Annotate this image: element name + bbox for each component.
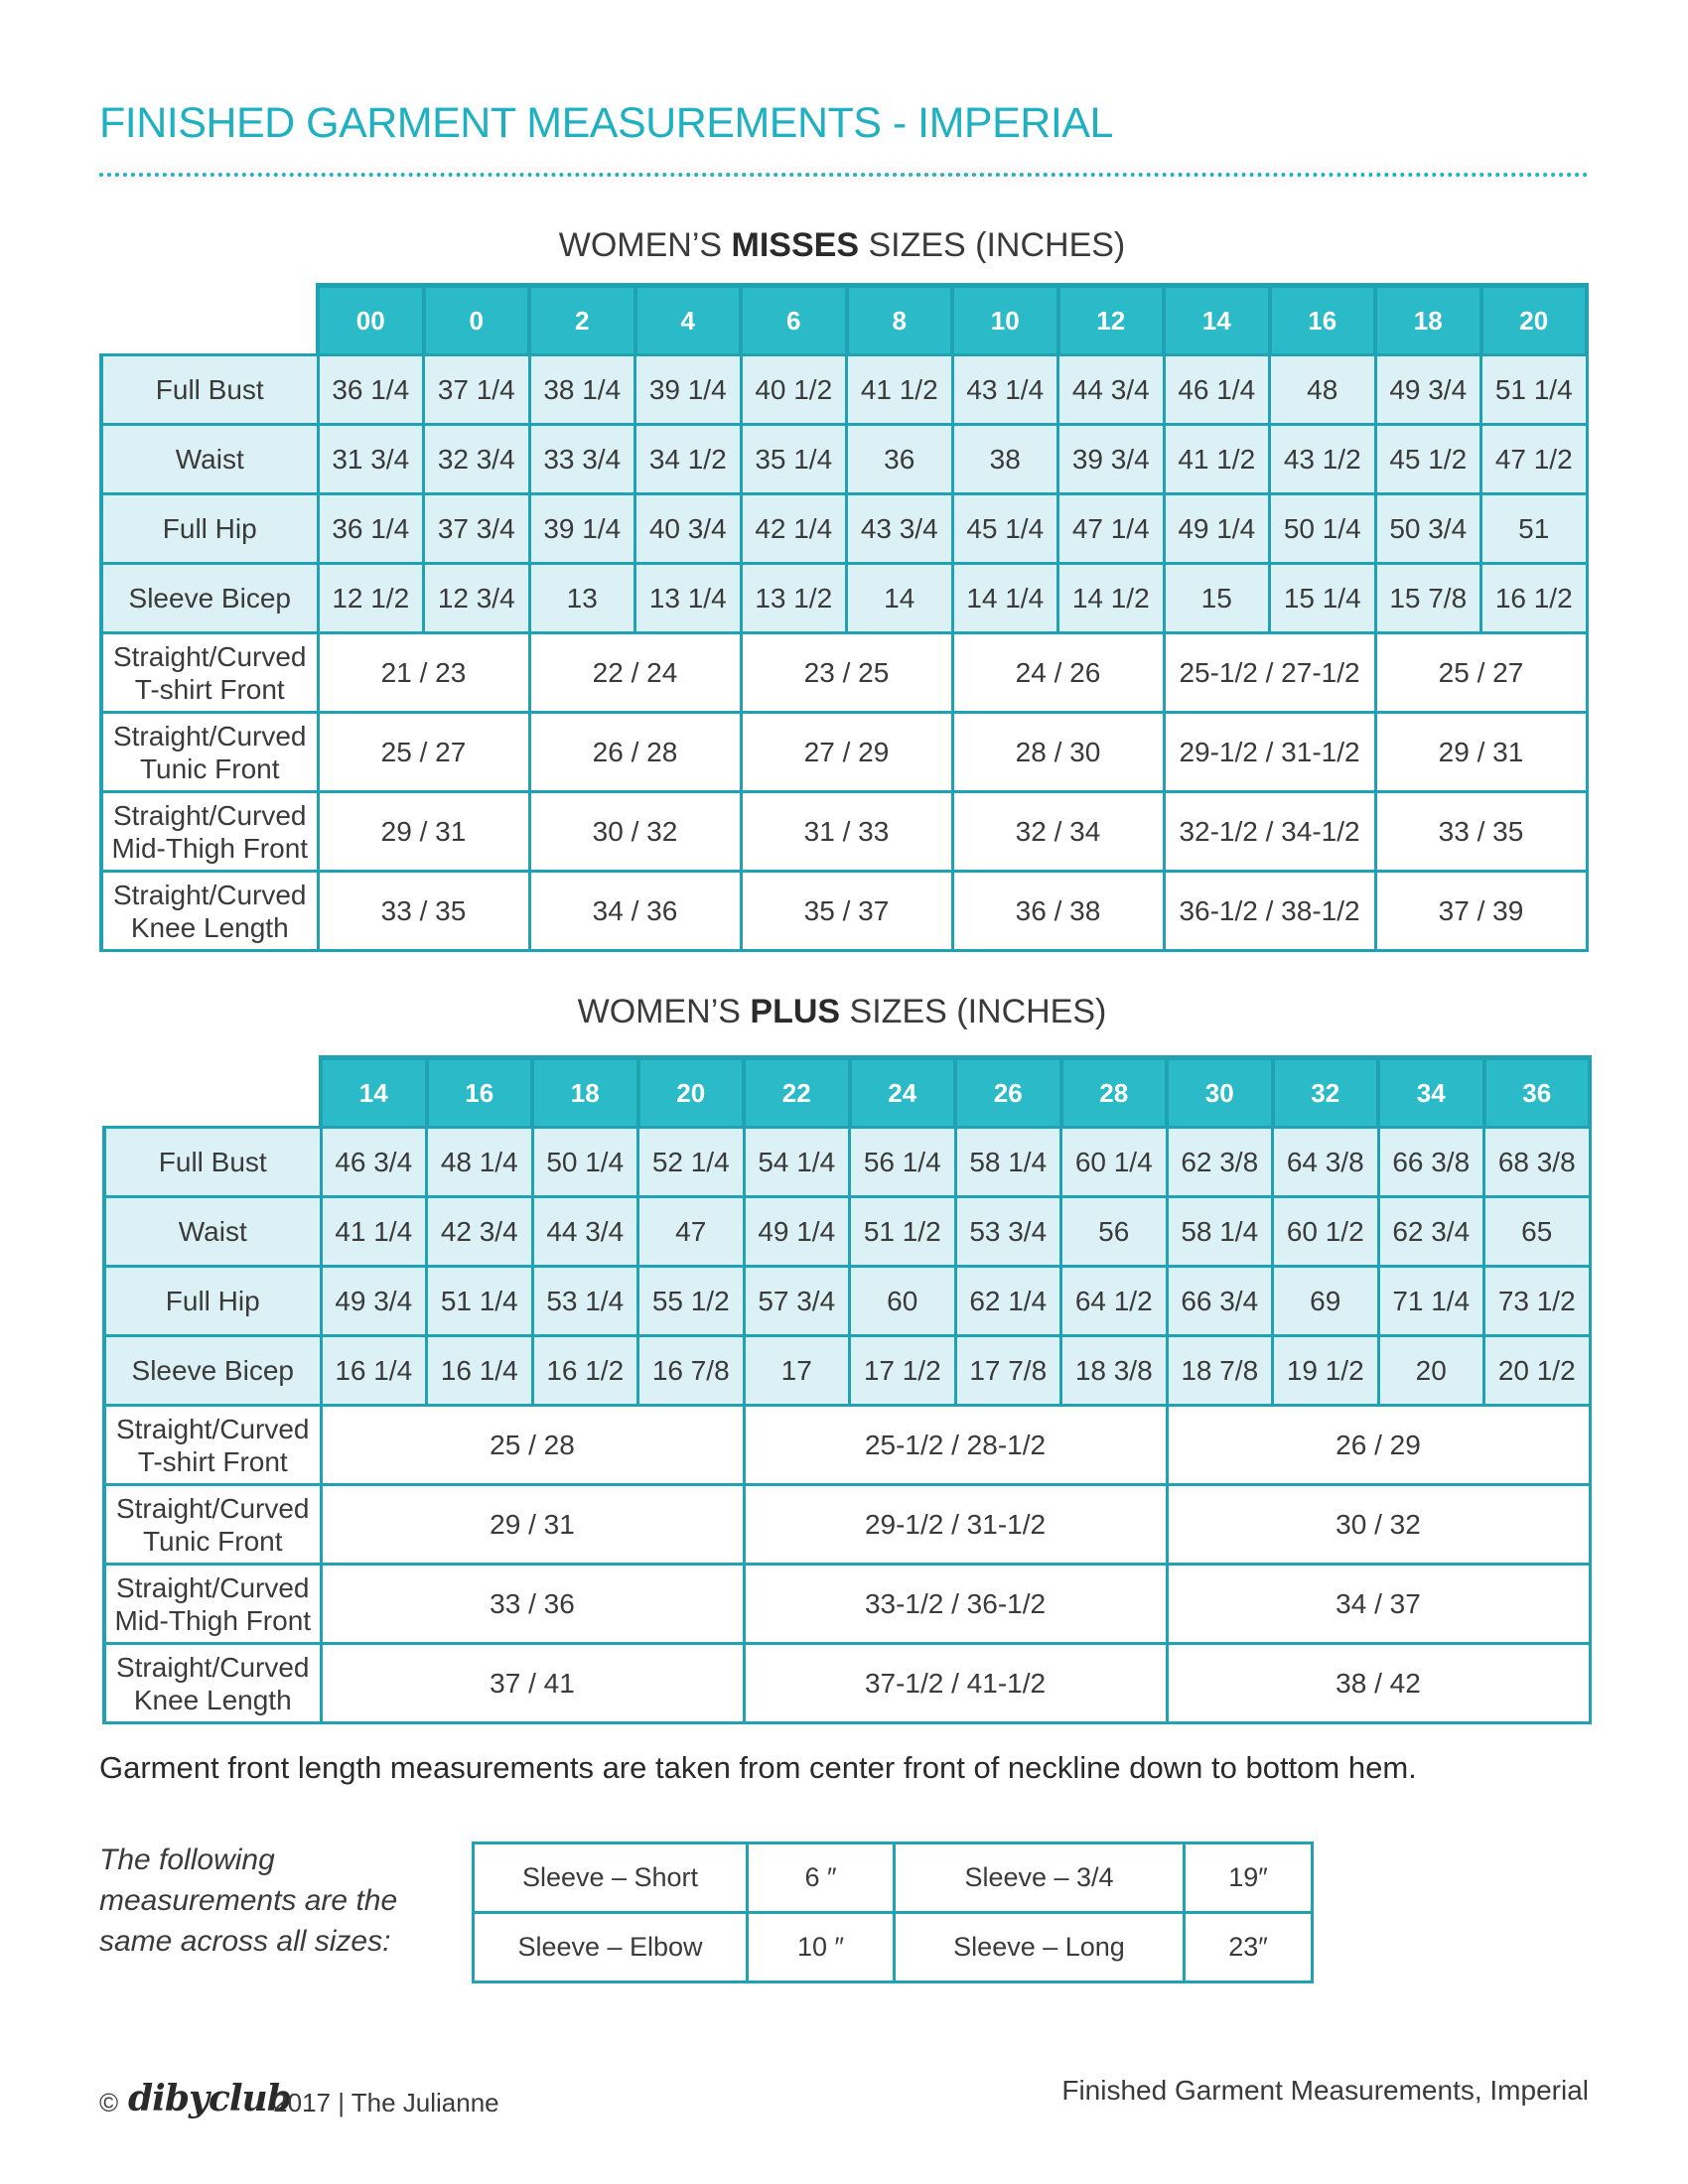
row-label: Full Bust [104,1128,321,1197]
size-header: 12 [1058,286,1165,355]
table-cell: 13 [529,564,635,633]
table-cell: 18 3/8 [1061,1336,1168,1406]
table-cell: 54 1/4 [744,1128,850,1197]
size-header: 22 [744,1058,850,1128]
table-cell: 15 7/8 [1375,564,1481,633]
row-label [104,1565,321,1644]
table-cell: 39 3/4 [1058,425,1165,494]
table-cell: 19 1/2 [1273,1336,1379,1406]
misses-size-table [99,283,1589,952]
row-label-line: Knee Length [130,911,289,943]
table-cell: 38 / 42 [1167,1644,1590,1723]
table-cell: 33-1/2 / 36-1/2 [744,1565,1167,1644]
table-cell: 66 3/8 [1378,1128,1484,1197]
table-cell: 16 7/8 [638,1336,745,1406]
table-cell: 55 1/2 [638,1267,745,1336]
row-label-line: Mid-Thigh Front [114,1604,312,1636]
table-cell: 48 [1270,355,1376,425]
row-label [104,1406,321,1485]
row-label [101,633,318,713]
table-cell: 33 / 35 [318,872,529,951]
size-header: 10 [952,286,1058,355]
table-cell: 16 1/4 [427,1336,533,1406]
table-cell: 29 / 31 [321,1485,744,1565]
table-cell: 40 1/2 [741,355,847,425]
table-corner [104,1058,321,1128]
table-cell: 43 1/2 [1270,425,1376,494]
table-cell: 49 3/4 [321,1267,427,1336]
size-header: 32 [1273,1058,1379,1128]
size-header: 30 [1167,1058,1273,1128]
table-row [101,792,1587,872]
table-cell: 47 1/2 [1481,425,1588,494]
table-cell: 50 1/4 [532,1128,638,1197]
misses-heading-pre: WOMEN’S [558,226,732,264]
sleeve-label: Sleeve – Short [474,1843,748,1913]
row-label-line: Straight/Curved [115,1492,310,1524]
size-header: 16 [427,1058,533,1128]
table-cell: 26 / 28 [529,713,741,792]
table-cell: 64 1/2 [1061,1267,1168,1336]
size-header: 18 [1375,286,1481,355]
table-cell: 69 [1273,1267,1379,1336]
table-row [104,1336,1590,1406]
table-row [101,355,1587,425]
row-label: Waist [101,425,318,494]
size-header: 4 [635,286,742,355]
table-cell: 26 / 29 [1167,1406,1590,1485]
row-label-line: Straight/Curved [112,879,307,910]
table-cell: 30 / 32 [529,792,741,872]
table-row [104,1267,1590,1336]
table-cell: 43 3/4 [847,494,953,564]
footer-document-title: Finished Garment Measurements, Imperial [1061,2075,1589,2106]
table-cell: 37 / 39 [1375,872,1587,951]
table-cell: 62 3/8 [1167,1128,1273,1197]
table-cell: 34 1/2 [635,425,742,494]
table-cell: 60 1/4 [1061,1128,1168,1197]
copyright-symbol: © [99,2088,119,2117]
table-cell: 39 1/4 [529,494,635,564]
table-cell: 24 / 26 [952,633,1164,713]
table-cell: 36 1/4 [318,494,424,564]
table-cell: 29 / 31 [318,792,529,872]
row-label [104,1485,321,1565]
table-cell: 58 1/4 [1167,1197,1273,1267]
table-cell: 15 [1164,564,1270,633]
table-cell: 29-1/2 / 31-1/2 [744,1485,1167,1565]
table-row [104,1128,1590,1197]
table-cell: 12 3/4 [424,564,530,633]
table-cell: 46 3/4 [321,1128,427,1197]
table-cell: 51 1/2 [850,1197,956,1267]
misses-size-header-row [101,286,1587,355]
table-cell: 32 3/4 [424,425,530,494]
size-header: 26 [955,1058,1061,1128]
table-cell: 60 1/2 [1273,1197,1379,1267]
size-header: 2 [529,286,635,355]
table-row [474,1913,1313,1982]
table-cell: 44 3/4 [1058,355,1165,425]
table-cell: 36 1/4 [318,355,424,425]
table-row [104,1644,1590,1723]
plus-heading-pre: WOMEN’S [577,993,751,1030]
table-cell: 14 [847,564,953,633]
table-cell: 37 / 41 [321,1644,744,1723]
table-cell: 20 1/2 [1484,1336,1591,1406]
table-cell: 33 / 36 [321,1565,744,1644]
table-cell: 35 1/4 [741,425,847,494]
table-cell: 43 1/4 [952,355,1058,425]
table-cell: 18 7/8 [1167,1336,1273,1406]
sleeve-value: 10 ″ [748,1913,895,1982]
row-label-line: T-shirt Front [137,1445,288,1477]
table-cell: 44 3/4 [532,1197,638,1267]
table-cell: 34 / 36 [529,872,741,951]
table-cell: 36 [847,425,953,494]
size-header: 0 [424,286,530,355]
table-cell: 41 1/2 [847,355,953,425]
table-cell: 58 1/4 [955,1128,1061,1197]
sleeve-value: 23″ [1185,1913,1313,1982]
table-cell: 16 1/4 [321,1336,427,1406]
table-row [101,564,1587,633]
table-cell: 45 1/2 [1375,425,1481,494]
plus-size-header-row [104,1058,1590,1128]
table-cell: 25-1/2 / 28-1/2 [744,1406,1167,1485]
table-cell: 60 [850,1267,956,1336]
table-cell: 71 1/4 [1378,1267,1484,1336]
table-cell: 37 1/4 [424,355,530,425]
table-cell: 25 / 28 [321,1406,744,1485]
table-cell: 12 1/2 [318,564,424,633]
sleeve-label: Sleeve – Long [895,1913,1185,1982]
table-cell: 46 1/4 [1164,355,1270,425]
table-cell: 57 3/4 [744,1267,850,1336]
row-label-line: Straight/Curved [112,720,307,751]
table-cell: 20 [1378,1336,1484,1406]
table-cell: 66 3/4 [1167,1267,1273,1336]
size-header: 18 [532,1058,638,1128]
table-cell: 22 / 24 [529,633,741,713]
row-label [101,872,318,951]
size-header: 6 [741,286,847,355]
row-label-line: Knee Length [133,1684,292,1715]
length-measurement-note: Garment front length measurements are taken from center front of neckline down to bottom hem. [99,1750,1417,1785]
table-row [101,494,1587,564]
table-cell: 31 / 33 [741,792,952,872]
table-cell: 21 / 23 [318,633,529,713]
table-row [104,1197,1590,1267]
table-cell: 37 3/4 [424,494,530,564]
table-cell: 47 1/4 [1058,494,1165,564]
row-label-line: T-shirt Front [134,673,285,705]
row-label: Sleeve Bicep [101,564,318,633]
table-cell: 31 3/4 [318,425,424,494]
table-cell: 35 / 37 [741,872,952,951]
table-cell: 41 1/2 [1164,425,1270,494]
table-cell: 13 1/4 [635,564,742,633]
table-cell: 36 / 38 [952,872,1164,951]
row-label-line: Straight/Curved [115,1413,310,1444]
table-row [474,1843,1313,1913]
table-cell: 29-1/2 / 31-1/2 [1164,713,1375,792]
table-cell: 50 3/4 [1375,494,1481,564]
table-cell: 38 1/4 [529,355,635,425]
table-cell: 28 / 30 [952,713,1164,792]
size-header: 14 [321,1058,427,1128]
table-cell: 52 1/4 [638,1128,745,1197]
table-cell: 51 [1481,494,1588,564]
sleeve-value: 6 ″ [748,1843,895,1913]
table-cell: 68 3/8 [1484,1128,1591,1197]
table-cell: 27 / 29 [741,713,952,792]
table-cell: 23 / 25 [741,633,952,713]
row-label-line: Straight/Curved [112,799,307,831]
table-cell: 49 1/4 [1164,494,1270,564]
table-row [101,425,1587,494]
same-across-sizes-note: The following measurements are the same across all sizes: [99,1843,398,1958]
table-cell: 48 1/4 [427,1128,533,1197]
table-cell: 25 / 27 [1375,633,1587,713]
table-cell: 25 / 27 [318,713,529,792]
table-cell: 42 3/4 [427,1197,533,1267]
table-cell: 47 [638,1197,745,1267]
table-cell: 16 1/2 [1481,564,1588,633]
row-label [104,1644,321,1723]
table-cell: 56 1/4 [850,1128,956,1197]
row-label-line: Straight/Curved [115,1651,310,1683]
plus-heading-post: SIZES (INCHES) [840,993,1107,1030]
sleeve-length-table [472,1842,1314,1983]
brand-logo-graphic [126,2075,292,2122]
table-row [101,872,1587,951]
table-row [101,633,1587,713]
table-cell: 62 3/4 [1378,1197,1484,1267]
misses-heading-bold: MISSES [731,226,859,264]
row-label-line: Tunic Front [142,1525,283,1557]
sleeve-value: 19″ [1185,1843,1313,1913]
table-cell: 65 [1484,1197,1591,1267]
table-cell: 40 3/4 [635,494,742,564]
table-corner [101,286,318,355]
table-cell: 14 1/4 [952,564,1058,633]
row-label: Full Hip [104,1267,321,1336]
table-cell: 32-1/2 / 34-1/2 [1164,792,1375,872]
table-cell: 39 1/4 [635,355,742,425]
table-cell: 30 / 32 [1167,1485,1590,1565]
table-cell: 25-1/2 / 27-1/2 [1164,633,1375,713]
table-cell: 16 1/2 [532,1336,638,1406]
row-label-line: Tunic Front [139,752,280,784]
table-cell: 62 1/4 [955,1267,1061,1336]
table-cell: 36-1/2 / 38-1/2 [1164,872,1375,951]
misses-table-heading [544,226,1140,265]
row-label: Sleeve Bicep [104,1336,321,1406]
table-cell: 38 [952,425,1058,494]
row-label-line: Straight/Curved [112,640,307,672]
table-cell: 56 [1061,1197,1168,1267]
page-title: FINISHED GARMENT MEASUREMENTS - IMPERIAL [99,99,1113,147]
table-row [104,1485,1590,1565]
size-header: 8 [847,286,953,355]
row-label: Full Bust [101,355,318,425]
table-row [101,713,1587,792]
table-cell: 15 1/4 [1270,564,1376,633]
table-cell: 49 3/4 [1375,355,1481,425]
size-header: 14 [1164,286,1270,355]
title-divider [99,173,1589,177]
sleeve-label: Sleeve – Elbow [474,1913,748,1982]
brand-logo [126,2075,292,2131]
table-cell: 33 / 35 [1375,792,1587,872]
row-label: Waist [104,1197,321,1267]
table-cell: 37-1/2 / 41-1/2 [744,1644,1167,1723]
table-cell: 53 3/4 [955,1197,1061,1267]
sleeve-label: Sleeve – 3/4 [895,1843,1185,1913]
row-label [101,792,318,872]
size-header: 16 [1270,286,1376,355]
table-cell: 29 / 31 [1375,713,1587,792]
table-cell: 45 1/4 [952,494,1058,564]
table-cell: 41 1/4 [321,1197,427,1267]
footer-copyright [99,2075,499,2131]
row-label-line: Straight/Curved [115,1571,310,1603]
size-header: 00 [318,286,424,355]
table-cell: 17 1/2 [850,1336,956,1406]
size-header: 28 [1061,1058,1168,1128]
footer-year-pattern: 2017 | The Julianne [273,2088,499,2117]
size-header: 34 [1378,1058,1484,1128]
table-cell: 53 1/4 [532,1267,638,1336]
table-cell: 14 1/2 [1058,564,1165,633]
row-label-line: Mid-Thigh Front [111,832,309,864]
size-header: 36 [1484,1058,1591,1128]
size-header: 24 [850,1058,956,1128]
table-cell: 51 1/4 [427,1267,533,1336]
table-cell: 50 1/4 [1270,494,1376,564]
misses-heading-post: SIZES (INCHES) [859,226,1126,264]
table-cell: 64 3/8 [1273,1128,1379,1197]
table-cell: 13 1/2 [741,564,847,633]
table-cell: 51 1/4 [1481,355,1588,425]
table-row [104,1565,1590,1644]
table-cell: 49 1/4 [744,1197,850,1267]
table-cell: 17 [744,1336,850,1406]
plus-heading-bold: PLUS [750,993,841,1030]
plus-size-table [102,1055,1592,1724]
table-cell: 42 1/4 [741,494,847,564]
table-cell: 32 / 34 [952,792,1164,872]
table-cell: 73 1/2 [1484,1267,1591,1336]
size-header: 20 [638,1058,745,1128]
table-cell: 33 3/4 [529,425,635,494]
svg-text:dibyclub: dibyclub [128,2078,292,2119]
row-label [101,713,318,792]
table-row [104,1406,1590,1485]
size-header: 20 [1481,286,1588,355]
table-cell: 17 7/8 [955,1336,1061,1406]
table-cell: 34 / 37 [1167,1565,1590,1644]
row-label: Full Hip [101,494,318,564]
plus-table-heading [544,993,1140,1031]
